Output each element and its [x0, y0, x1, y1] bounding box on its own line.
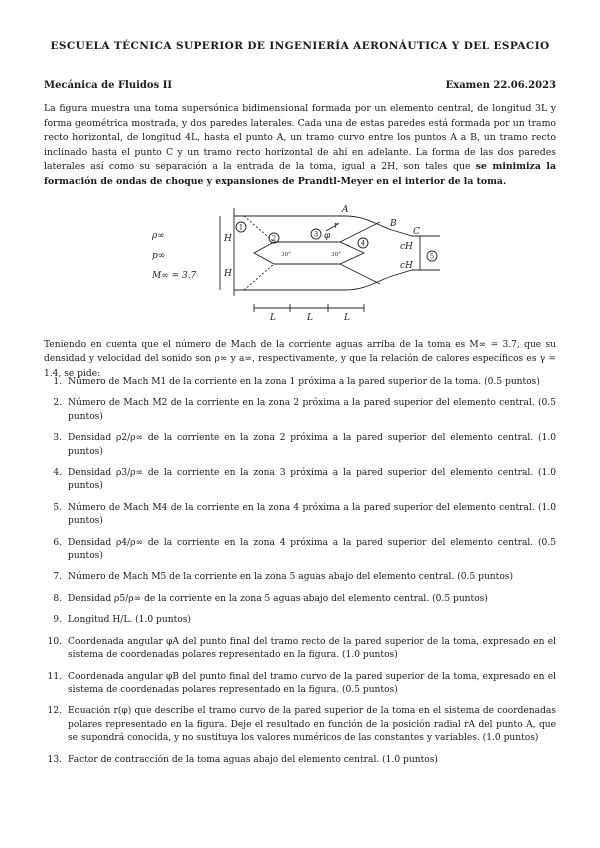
h-bottom-label: H — [224, 269, 232, 279]
mach-inf-label: M∞ = 3.7 — [152, 271, 197, 281]
ch-bottom-label: cH — [400, 261, 413, 271]
question-item: 11. Coordenada angular φB del punto final del tramo curvo de la pared superior de la toma, expresado en el sistema de coordenadas polares representado en la figura. (0.5 puntos) — [47, 671, 556, 695]
lower-wall — [234, 270, 440, 290]
question-item: 9. Longitud H/L. (1.0 puntos) — [53, 615, 191, 626]
rho-inf-label: ρ∞ — [152, 231, 165, 241]
question-item: 6. Densidad ρ4/ρ∞ de la corriente en la zona 4 próxima a la pared superior del elemento central. (0.5 puntos) — [53, 537, 556, 562]
course-title: Mecánica de Fluidos II — [44, 80, 173, 91]
given-data: Teniendo en cuenta que el número de Mach de la corriente aguas arriba de la toma es M∞ = 3.7, que su densidad y velocidad del sonido son ρ∞ y a∞, respectivamente, y que la relación de calores específicos es γ = 1.4, se pide: — [44, 340, 556, 379]
question-item: 10. Coordenada angular φA del punto final del tramo recto de la pared superior de la toma, expresado en el sistema de coordenadas polares representado en la figura. (1.0 puntos) — [47, 636, 556, 661]
problem-statement — [44, 102, 556, 190]
dim-l-2: L — [307, 313, 313, 320]
zone-5-label: 5 — [429, 252, 435, 261]
question-item: 1. Número de Mach M1 de la corriente en la zona 1 próxima a la pared superior de la toma. (0.5 puntos) — [53, 377, 540, 387]
zone-4-label: 4 — [360, 239, 366, 248]
dim-l-3: L — [344, 313, 350, 320]
central-body — [254, 239, 366, 264]
question-item: 5. Número de Mach M4 de la corriente en la zona 4 próxima a la pared superior del elemento central. (1.0 puntos) — [53, 502, 556, 527]
exam-date: Examen 22.06.2023 — [445, 80, 556, 91]
question-item: 13. Factor de contracción de la toma aguas abajo del elemento central. (1.0 puntos) — [47, 754, 438, 765]
intake-figure — [140, 186, 440, 320]
school-name: ESCUELA TÉCNICA SUPERIOR DE INGENIERÍA AERONÁUTICA Y DEL ESPACIO — [50, 40, 550, 52]
p-inf-label: p∞ — [152, 251, 166, 261]
phi-label: φ — [324, 231, 331, 241]
question-item: 7. Número de Mach M5 de la corriente en la zona 5 aguas abajo del elemento central. (0.5 puntos) — [53, 572, 514, 583]
question-item: 12. Ecuación r(φ) que describe el tramo curvo de la pared superior de la toma en el sistema de coordenadas polares representado en la figura. Deje el resultado en función de la posición radial rA del punto A, que se supondrá conocida, y no sustituya los valores numéricos de las constantes y variables. (1.0 puntos) — [47, 706, 556, 744]
angle-left-label: 30° — [281, 252, 291, 258]
question-item: 8. Densidad ρ5/ρ∞ de la corriente en la zona 5 aguas abajo del elemento central. (0.5 puntos) — [53, 593, 488, 604]
question-item: 4. Densidad ρ3/ρ∞ de la corriente en la zona 3 próxima a la pared superior del elemento central. (1.0 puntos) — [53, 468, 556, 492]
question-item: 3. Densidad ρ2/ρ∞ de la corriente en la zona 2 próxima a la pared superior del elemento central. (1.0 puntos) — [53, 433, 556, 457]
intro-bold: se minimiza la formación de ondas de choque y expansiones de Prandtl-Meyer en el interior de la toma. — [44, 161, 556, 187]
r-label: r — [334, 221, 339, 231]
zone-1-label: 1 — [238, 223, 244, 232]
point-b-label: B — [390, 219, 397, 229]
h-top-label: H — [224, 234, 232, 244]
question-item: 2. Número de Mach M2 de la corriente en la zona 2 próxima a la pared superior del elemento central. (0.5 puntos) — [53, 398, 556, 422]
ch-top-label: cH — [400, 242, 413, 252]
zone-3-label: 3 — [313, 230, 319, 239]
point-c-label: C — [413, 227, 420, 237]
point-a-label: A — [342, 205, 349, 215]
intro-text: La figura muestra una toma supersónica bidimensional formada por un elemento central, de longitud 3L y forma geométrica mostrada, y dos paredes laterales. Cada una de estas paredes está formada por un tramo recto horizontal, de longitud 4L, hasta el punto A, un tramo curvo entre los puntos A a B, un tramo recto inclinado hasta el punto C y un tramo recto horizontal de ahí en adelante. La forma de las dos paredes laterales así como su separación a la entrada de la toma, igual a 2H, son tales que — [44, 103, 556, 173]
angle-right-label: 30° — [331, 252, 341, 258]
question-list — [44, 376, 556, 775]
dim-l-1: L — [270, 313, 276, 320]
zone-2-label: 2 — [271, 234, 277, 243]
